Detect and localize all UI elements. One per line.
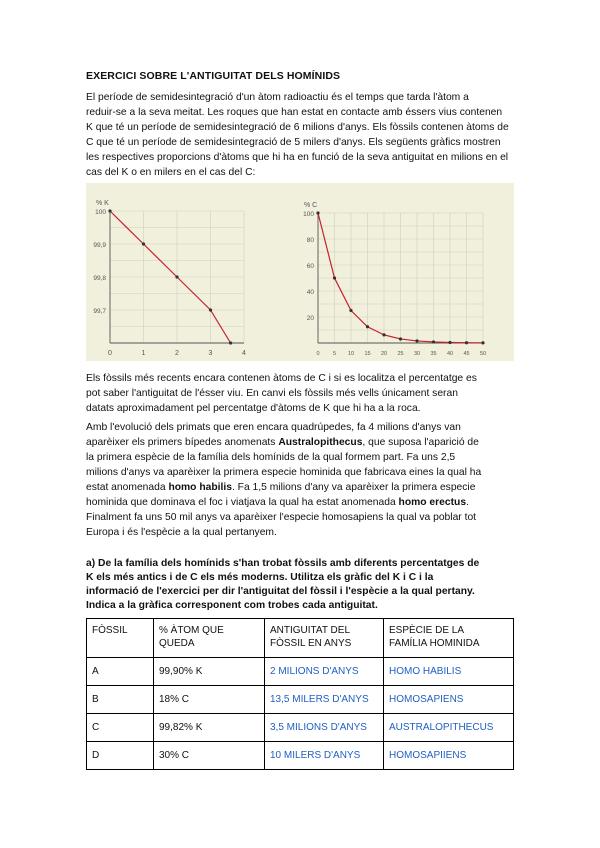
cell-percent: 18% C <box>154 686 265 714</box>
cell-percent: 30% C <box>154 742 265 770</box>
data-point <box>142 242 145 245</box>
text-line: hominida que dominava el foc i viatjava la qual ha estat anomenada <box>86 497 399 508</box>
y-axis-label: % C <box>304 202 318 209</box>
species-name: Australopithecus <box>278 437 363 448</box>
cell-fossil: D <box>87 742 154 770</box>
text-line: Finalment fa uns 50 mil anys va aparèixer l'especie homosapiens la qual va poblar tot <box>86 512 477 523</box>
x-tick-label: 10 <box>347 351 355 357</box>
text-line: la primera espècie de la família dels homínids de la qual formem part. Fa uns 2,5 <box>86 452 456 463</box>
text-line: cas del K o en milers en el cas del C: <box>86 167 256 178</box>
data-point <box>316 211 319 214</box>
y-axis-label: % K <box>96 200 109 207</box>
text-line: milions d'anys va aparèixer la primera especie hominida que fabricava eines la qual ha <box>86 467 482 478</box>
x-tick-label: 25 <box>397 351 404 357</box>
y-tick-label: 100 <box>303 211 314 218</box>
x-tick-label: 5 <box>332 351 337 357</box>
data-point <box>481 341 484 344</box>
answers-table <box>86 618 514 770</box>
cell-age: 10 MILERS D'ANYS <box>265 742 384 770</box>
table-row <box>87 714 514 742</box>
cell-species: HOMOSAPIIENS <box>384 742 514 770</box>
text-line: K que té un període de semidesintegració de 6 milions d'anys. Els fòssils contenen àtoms de <box>86 122 509 133</box>
y-tick-label: 60 <box>306 263 314 270</box>
text-line: K els més antics i de C els més moderns. Utilitza els gràfic del K i C i la <box>86 572 434 583</box>
cell-species: AUSTRALOPITHECUS <box>384 714 514 742</box>
x-tick-label: 4 <box>242 350 246 357</box>
data-point <box>209 308 212 311</box>
cell-age: 3,5 MILIONS D'ANYS <box>265 714 384 742</box>
text-line: Indica a la gràfica corresponent com trobes cada antiguitat. <box>86 600 378 611</box>
header-fossil <box>87 619 154 658</box>
text-line: informació de l'exercici per dir l'antiguitat del fòssil i l'espècie a la qual pertany. <box>86 586 475 597</box>
data-point <box>333 276 336 279</box>
intro-paragraph <box>86 90 546 180</box>
header-age <box>265 619 384 658</box>
fossil-dating-paragraph <box>86 371 546 416</box>
carbon-decay-chart <box>303 202 486 357</box>
text-line: El període de semidesintegració d'un àtom radioactiu és el temps que tarda l'àtom a <box>86 92 469 103</box>
y-tick-label: 100 <box>95 209 106 216</box>
species-name: homo erectus <box>398 497 467 508</box>
page-title: EXERCICI SOBRE L'ANTIGUITAT DELS HOMÍNIDS <box>86 70 341 82</box>
data-point <box>366 325 369 328</box>
x-tick-label: 20 <box>380 351 388 357</box>
header-text: ESPÈCIE DE LA <box>389 625 465 636</box>
x-tick-label: 0 <box>316 351 320 357</box>
data-point <box>448 341 451 344</box>
cell-percent: 99,82% K <box>154 714 265 742</box>
data-point <box>399 337 402 340</box>
table-row <box>87 686 514 714</box>
data-point <box>175 275 178 278</box>
evolution-paragraph <box>86 420 546 540</box>
text-line: aparèixer els primers bípedes anomenats <box>86 437 279 448</box>
species-name: homo habilis <box>168 482 232 493</box>
decay-charts-svg <box>86 183 514 361</box>
cell-fossil: C <box>87 714 154 742</box>
y-tick-label: 80 <box>306 237 314 244</box>
header-text: ANTIGUITAT DEL <box>270 625 351 636</box>
text-line: Els fòssils més recents encara contenen àtoms de C i si es localitza el percentatge es <box>86 373 477 384</box>
text-line: datats aproximadament pel percentatge d'àtoms de K que hi ha a la roca. <box>86 403 421 414</box>
header-percent <box>154 619 265 658</box>
text-line: Europa i és l'espècie a la qual pertanyem. <box>86 527 277 538</box>
y-tick-label: 99,9 <box>93 242 106 249</box>
cell-age: 13,5 MILERS D'ANYS <box>265 686 384 714</box>
x-tick-label: 45 <box>463 351 470 357</box>
header-text: FÒSSIL <box>92 625 128 636</box>
x-tick-label: 35 <box>430 351 437 357</box>
text-line: . Fa 1,5 milions d'any va aparèixer la primera especie <box>231 482 476 493</box>
text-line: . <box>466 497 469 508</box>
x-tick-label: 15 <box>364 351 371 357</box>
x-tick-label: 0 <box>108 350 112 357</box>
header-text: % ÀTOM QUE <box>159 625 224 636</box>
x-tick-label: 50 <box>479 351 487 357</box>
y-tick-label: 99,8 <box>93 275 106 282</box>
data-point <box>229 341 232 344</box>
cell-fossil: A <box>87 658 154 686</box>
x-tick-label: 2 <box>175 350 179 357</box>
data-point <box>432 340 435 343</box>
data-point <box>108 209 111 212</box>
x-tick-label: 40 <box>446 351 454 357</box>
text-line: pot saber l'antiguitat de l'ésser viu. En canvi els fòssils més vells únicament seran <box>86 388 458 399</box>
cell-species: HOMOSAPIENS <box>384 686 514 714</box>
y-tick-label: 20 <box>306 315 314 322</box>
x-tick-label: 1 <box>141 350 146 357</box>
table-row <box>87 742 514 770</box>
text-line: Amb l'evolució dels primats que eren encara quadrúpedes, fa 4 milions d'anys van <box>86 422 461 433</box>
table-row <box>87 658 514 686</box>
y-tick-label: 40 <box>306 289 314 296</box>
table-header-row <box>87 619 514 658</box>
header-text: QUEDA <box>159 638 195 649</box>
header-species <box>384 619 514 658</box>
cell-fossil: B <box>87 686 154 714</box>
cell-species: HOMO HABILIS <box>384 658 514 686</box>
text-line: , que suposa l'aparició de <box>362 437 479 448</box>
cell-age: 2 MILIONS D'ANYS <box>265 658 384 686</box>
x-tick-label: 3 <box>208 350 213 357</box>
header-text: FAMÍLIA HOMINIDA <box>389 638 480 649</box>
data-point <box>415 339 418 342</box>
text-line: les respectives proporcions d'àtoms que hi ha en funció de la seva antiguitat en milions en el <box>86 152 509 163</box>
data-point <box>465 341 468 344</box>
text-line: reduir-se a la seva meitat. Les roques que han estat en contacte amb éssers vius contenen <box>86 107 503 118</box>
cell-percent: 99,90% K <box>154 658 265 686</box>
potassium-decay-chart <box>93 200 246 357</box>
question-a <box>86 557 526 613</box>
data-point <box>349 309 352 312</box>
x-tick-label: 30 <box>413 351 421 357</box>
header-text: FÒSSIL EN ANYS <box>270 638 352 649</box>
text-line: a) De la família dels homínids s'han trobat fòssils amb diferents percentatges de <box>86 558 480 569</box>
data-point <box>382 333 385 336</box>
text-line: estat anomenada <box>86 482 169 493</box>
text-line: C que té un període de semidesintegració de 5 milers d'anys. Els següents gràfics mostren <box>86 137 501 148</box>
y-tick-label: 99,7 <box>93 308 106 315</box>
decay-charts-figure <box>86 183 514 361</box>
